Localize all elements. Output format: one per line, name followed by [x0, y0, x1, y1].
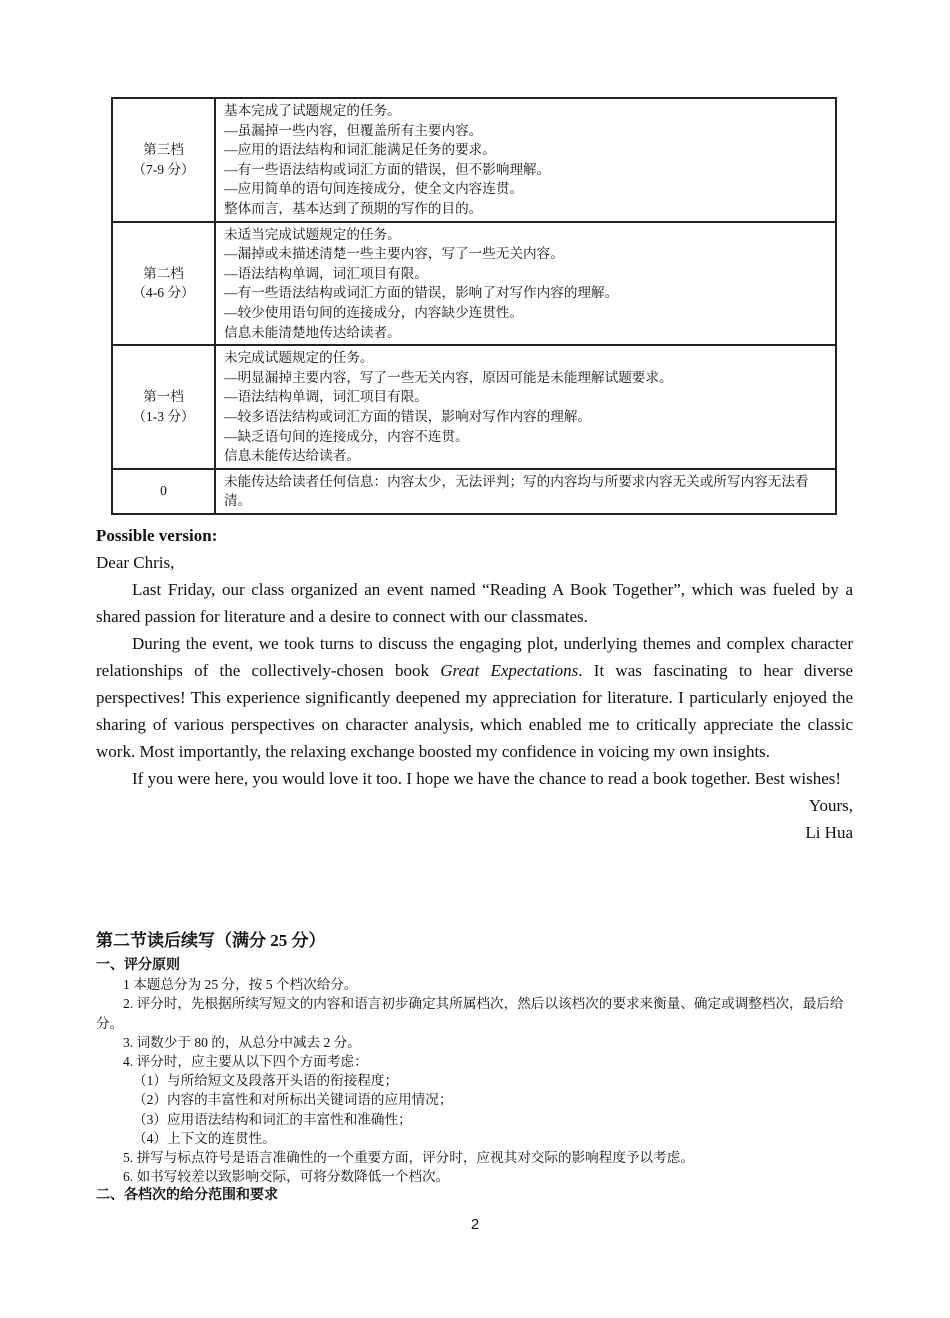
essay-heading: Possible version: — [96, 526, 218, 545]
levels-heading: 二、各档次的给分范围和要求 — [96, 1188, 278, 1204]
band-label: 第三档 — [143, 142, 184, 158]
model-essay — [96, 522, 853, 846]
band-label: 第二档 — [143, 265, 184, 281]
band-description — [215, 469, 836, 514]
criterion: —较多语法结构或词汇方面的错误，影响对写作内容的理解。 — [224, 408, 592, 424]
principle-item: 3. 词数少于 80 的，从总分中减去 2 分。 — [123, 1034, 361, 1050]
principle-item: 2. 评分时，先根据所续写短文的内容和语言初步确定其所属档次，然后以该档次的要求来衡量、确定或调整档次，最后给分。 — [96, 996, 844, 1031]
band-label: 0 — [160, 483, 167, 499]
criterion: 未能传达给读者任何信息：内容太少，无法评判；写的内容均与所要求内容无关或所写内容无法看清。 — [224, 473, 809, 509]
principles-heading: 一、评分原则 — [96, 958, 180, 973]
band-cell — [112, 345, 215, 469]
principle-item: 5. 拼写与标点符号是语言准确性的一个重要方面，评分时，应视其对交际的影响程度予以考虑。 — [123, 1150, 694, 1166]
continuation-writing-section — [96, 928, 853, 1206]
section-title: 第二节读后续写（满分 25 分） — [96, 931, 326, 950]
criterion: 未适当完成试题规定的任务。 — [224, 226, 401, 242]
rubric-row-band-3 — [112, 98, 836, 222]
criterion: —应用的语法结构和词汇能满足任务的要求。 — [224, 142, 496, 158]
criterion: 未完成试题规定的任务。 — [224, 350, 374, 366]
consideration-item: （1）与所给短文及段落开头语的衔接程度； — [133, 1073, 399, 1089]
essay-text: During the event, we took turns to discuss the engaging plot, underlying themes and complex character relationships of the collectively-chosen book — [96, 634, 853, 680]
rubric-row-band-1 — [112, 345, 836, 469]
criterion: 基本完成了试题规定的任务。 — [224, 103, 401, 118]
criterion: —语法结构单调，词汇项目有限。 — [224, 389, 428, 405]
essay-signature: Li Hua — [805, 823, 853, 842]
band-range: （1-3 分） — [132, 408, 195, 424]
essay-paragraph-3: If you were here, you would love it too. I hope we have the chance to read a book together. Best wishes! — [132, 769, 842, 788]
essay-text: . It was fascinating to hear diverse perspectives! This experience significantly deepened my appreciation for literature. I particularly enjoyed the sharing of various perspectives on character analysis, which enabled me to critically appreciate the classic work. Most importantly, the relaxing exchange boosted my confidence in voicing my own insights. — [96, 661, 853, 761]
band-range: （7-9 分） — [132, 161, 195, 177]
band-cell — [112, 98, 215, 222]
band-cell — [112, 222, 215, 346]
consideration-item: （3）应用语法结构和词汇的丰富性和准确性； — [133, 1111, 412, 1127]
criterion: 信息未能清楚地传达给读者。 — [224, 324, 401, 340]
essay-salutation: Dear Chris, — [96, 553, 175, 572]
essay-paragraph-1: Last Friday, our class organized an event named “Reading A Book Together”, which was fueled by a shared passion for literature and a desire to connect with our classmates. — [96, 580, 853, 626]
principle-item: 1 本题总分为 25 分，按 5 个档次给分。 — [123, 977, 358, 993]
criterion: —较少使用语句间的连接成分，内容缺少连贯性。 — [224, 304, 524, 320]
criterion: —漏掉或未描述清楚一些主要内容，写了一些无关内容。 — [224, 246, 564, 262]
principle-item: 4. 评分时，应主要从以下四个方面考虑： — [123, 1054, 368, 1070]
criterion: —明显漏掉主要内容，写了一些无关内容，原因可能是未能理解试题要求。 — [224, 369, 673, 385]
band-cell — [112, 469, 215, 514]
consideration-item: （2）内容的丰富性和对所标出关键词语的应用情况； — [133, 1092, 453, 1108]
page-number: 2 — [470, 1216, 480, 1233]
criterion: —有一些语法结构或词汇方面的错误，但不影响理解。 — [224, 161, 551, 177]
principle-item: 6. 如书写较差以致影响交际，可将分数降低一个档次。 — [123, 1169, 450, 1185]
essay-closing: Yours, — [808, 796, 853, 815]
scoring-rubric-table — [111, 97, 837, 515]
book-title: Great Expectations — [440, 661, 579, 680]
criterion: —虽漏掉一些内容，但覆盖所有主要内容。 — [224, 122, 483, 138]
band-description — [215, 222, 836, 346]
band-description — [215, 98, 836, 222]
criterion: 信息未能传达给读者。 — [224, 448, 360, 464]
band-range: （4-6 分） — [132, 285, 195, 301]
consideration-item: （4）上下文的连贯性。 — [133, 1130, 276, 1146]
essay-paragraph-2 — [96, 630, 853, 765]
criterion: —有一些语法结构或词汇方面的错误，影响了对写作内容的理解。 — [224, 285, 619, 301]
band-label: 第一档 — [143, 389, 184, 405]
criterion: —语法结构单调，词汇项目有限。 — [224, 265, 428, 281]
rubric-row-band-0 — [112, 469, 836, 514]
rubric-row-band-2 — [112, 222, 836, 346]
band-description — [215, 345, 836, 469]
criterion: 整体而言，基本达到了预期的写作的目的。 — [224, 200, 483, 216]
criterion: —缺乏语句间的连接成分，内容不连贯。 — [224, 428, 469, 444]
criterion: —应用简单的语句间连接成分，使全文内容连贯。 — [224, 181, 524, 197]
